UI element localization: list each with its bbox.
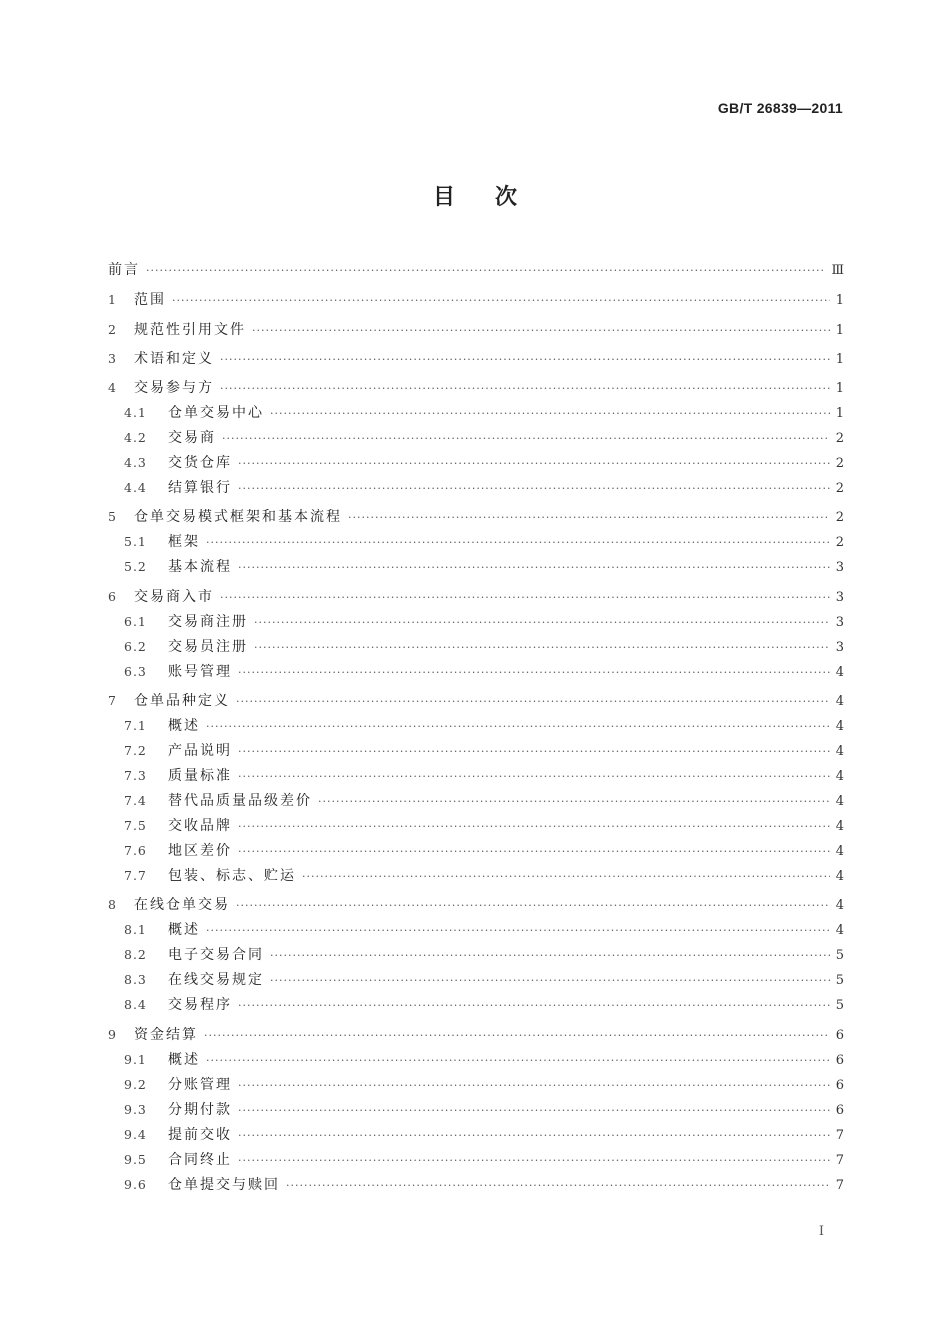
- toc-entry[interactable]: [108, 450, 844, 475]
- toc-section-number: 7.2: [124, 743, 147, 759]
- toc-entry[interactable]: [108, 529, 844, 554]
- toc-entry[interactable]: [108, 375, 844, 400]
- toc-entry[interactable]: [108, 917, 844, 942]
- toc-section-number: 9.4: [124, 1126, 147, 1142]
- toc-entry[interactable]: [108, 1022, 844, 1047]
- toc-entry[interactable]: [108, 1172, 844, 1197]
- toc-section-title: 范围: [134, 292, 166, 309]
- toc-page-number: 2: [835, 535, 844, 551]
- toc-entry[interactable]: [108, 813, 844, 838]
- toc-leader-dots: [206, 714, 830, 739]
- toc-section-title: 结算银行: [168, 480, 232, 497]
- toc-page-number: 4: [835, 794, 844, 810]
- toc-section-title: 替代品质量品级差价: [168, 793, 312, 810]
- toc-section-title: 交易商注册: [168, 613, 248, 630]
- toc-entry[interactable]: [108, 788, 844, 813]
- toc-section-number: 1: [108, 292, 117, 308]
- toc-page-number: 7: [835, 1177, 844, 1193]
- toc-leader-dots: [254, 610, 830, 635]
- toc-page-number: 6: [835, 1027, 844, 1043]
- toc-entry[interactable]: [108, 609, 844, 634]
- toc-section-number: 3: [108, 350, 117, 366]
- toc-page-number: 4: [835, 664, 844, 680]
- toc-entry[interactable]: [108, 688, 844, 713]
- toc-entry[interactable]: [108, 892, 844, 917]
- toc-page-number: 4: [835, 869, 844, 885]
- toc-section-number: 7.5: [124, 818, 147, 834]
- toc-section-title: 地区差价: [168, 843, 232, 860]
- toc-section-number: 6.3: [124, 663, 147, 679]
- toc-section-title: 仓单提交与赎回: [168, 1176, 280, 1193]
- toc-page-number: 5: [835, 973, 844, 989]
- toc-entry[interactable]: [108, 942, 844, 967]
- toc-section-number: 4.4: [124, 480, 147, 496]
- toc-page-number: 4: [835, 898, 844, 914]
- toc-leader-dots: [238, 1123, 830, 1148]
- toc-section-title: 交易员注册: [168, 638, 248, 655]
- toc-section-title: 概述: [168, 1051, 200, 1068]
- toc-page-number: 2: [835, 481, 844, 497]
- toc-section-number: 7.4: [124, 793, 147, 809]
- toc-section-title: 规范性引用文件: [134, 321, 246, 338]
- toc-section-title: 在线仓单交易: [134, 897, 230, 914]
- standard-code: GB/T 26839—2011: [717, 100, 843, 116]
- toc-entry[interactable]: [108, 554, 844, 579]
- toc-leader-dots: [302, 864, 830, 889]
- toc-entry[interactable]: [108, 504, 844, 529]
- toc-page-number: 2: [835, 510, 844, 526]
- toc-section-number: 4: [108, 380, 117, 396]
- toc-entry[interactable]: [108, 1047, 844, 1072]
- toc-section-number: 2: [108, 321, 117, 337]
- toc-section-number: 8: [108, 897, 117, 913]
- toc-page-number: 1: [835, 381, 844, 397]
- toc-section-number: 7.3: [124, 768, 147, 784]
- toc-page-number: 1: [835, 406, 844, 422]
- toc-section-title: 质量标准: [168, 768, 232, 785]
- toc-entry[interactable]: [108, 634, 844, 659]
- toc-section-title: 仓单交易模式框架和基本流程: [134, 509, 342, 526]
- toc-section-title: 提前交收: [168, 1126, 232, 1143]
- toc-section-number: 6: [108, 588, 117, 604]
- toc-page-number: 6: [835, 1077, 844, 1093]
- toc-page-number: 4: [835, 923, 844, 939]
- toc-page-number: 3: [835, 589, 844, 605]
- toc-leader-dots: [238, 451, 830, 476]
- toc-section-title: 合同终止: [168, 1151, 232, 1168]
- toc-page-number: 5: [835, 998, 844, 1014]
- toc-entry[interactable]: [108, 287, 844, 312]
- toc-page-number: 4: [835, 769, 844, 785]
- toc-page-number: 1: [835, 322, 844, 338]
- toc-section-number: 9.3: [124, 1101, 147, 1117]
- toc-section-title: 账号管理: [168, 663, 232, 680]
- toc-page-number: 2: [835, 431, 844, 447]
- toc-section-number: 9.6: [124, 1176, 147, 1192]
- toc-section-number: 7: [108, 693, 117, 709]
- toc-section-number: 9: [108, 1026, 117, 1042]
- toc-entry[interactable]: [108, 992, 844, 1017]
- toc-section-title: 产品说明: [168, 743, 232, 760]
- toc-leader-dots: [238, 739, 830, 764]
- toc-section-number: 5.1: [124, 534, 147, 550]
- toc-leader-dots: [286, 1173, 830, 1198]
- toc-section-title: 前言: [108, 262, 140, 278]
- toc-page-number: 5: [835, 948, 844, 964]
- toc-entry[interactable]: [108, 317, 844, 342]
- toc-section-number: 7.1: [124, 718, 147, 734]
- toc-entry[interactable]: [108, 738, 844, 763]
- toc-section-number: 9.2: [124, 1076, 147, 1092]
- toc-leader-dots: [146, 258, 825, 283]
- table-of-contents: [108, 258, 844, 1197]
- toc-entry[interactable]: [108, 346, 844, 371]
- toc-section-title: 仓单交易中心: [168, 405, 264, 422]
- toc-leader-dots: [270, 943, 830, 968]
- toc-leader-dots: [238, 660, 830, 685]
- toc-section-number: 7.7: [124, 868, 147, 884]
- toc-section-number: 5: [108, 509, 117, 525]
- toc-section-title: 交易程序: [168, 997, 232, 1014]
- toc-section-title: 交易商入市: [134, 588, 214, 605]
- toc-leader-dots: [206, 1048, 830, 1073]
- toc-section-title: 分期付款: [168, 1101, 232, 1118]
- toc-section-number: 4.1: [124, 405, 147, 421]
- toc-leader-dots: [348, 505, 830, 530]
- toc-leader-dots: [252, 318, 830, 343]
- toc-page-number: 1: [835, 293, 844, 309]
- toc-section-number: 6.1: [124, 613, 147, 629]
- toc-entry[interactable]: [108, 258, 844, 283]
- toc-leader-dots: [236, 893, 830, 918]
- toc-page-number: 7: [835, 1152, 844, 1168]
- toc-leader-dots: [254, 635, 830, 660]
- toc-page-number: 4: [835, 719, 844, 735]
- toc-section-title: 包装、标志、贮运: [168, 868, 296, 885]
- toc-section-title: 交易商: [168, 430, 216, 447]
- toc-section-title: 交货仓库: [168, 455, 232, 472]
- toc-section-number: 9.5: [124, 1151, 147, 1167]
- toc-page-number: 1: [835, 351, 844, 367]
- toc-leader-dots: [238, 1073, 830, 1098]
- toc-entry[interactable]: [108, 838, 844, 863]
- toc-page-number: 2: [835, 456, 844, 472]
- toc-leader-dots: [270, 968, 830, 993]
- toc-leader-dots: [236, 689, 830, 714]
- toc-section-title: 概述: [168, 922, 200, 939]
- toc-section-title: 交易参与方: [134, 380, 214, 397]
- toc-leader-dots: [222, 426, 830, 451]
- toc-leader-dots: [204, 1023, 830, 1048]
- toc-entry[interactable]: [108, 400, 844, 425]
- page-title: 目次: [432, 185, 557, 210]
- toc-leader-dots: [220, 347, 830, 372]
- page-number: Ⅰ: [818, 1224, 824, 1239]
- toc-leader-dots: [318, 789, 830, 814]
- toc-section-number: 8.2: [124, 947, 147, 963]
- toc-entry[interactable]: [108, 1122, 844, 1147]
- toc-section-title: 交收品牌: [168, 818, 232, 835]
- toc-page-number: 3: [835, 639, 844, 655]
- toc-leader-dots: [238, 555, 830, 580]
- toc-entry[interactable]: [108, 763, 844, 788]
- toc-section-number: 4.3: [124, 455, 147, 471]
- toc-entry[interactable]: [108, 659, 844, 684]
- toc-leader-dots: [206, 530, 830, 555]
- toc-page-number: 4: [835, 844, 844, 860]
- toc-section-title: 术语和定义: [134, 350, 214, 367]
- toc-entry[interactable]: [108, 967, 844, 992]
- toc-leader-dots: [238, 764, 830, 789]
- toc-section-title: 电子交易合同: [168, 947, 264, 964]
- toc-page-number: 3: [835, 614, 844, 630]
- toc-leader-dots: [238, 993, 830, 1018]
- toc-page-number: 4: [835, 819, 844, 835]
- toc-page-number: 6: [835, 1052, 844, 1068]
- toc-section-number: 9.1: [124, 1051, 147, 1067]
- toc-section-number: 6.2: [124, 638, 147, 654]
- toc-section-number: 8.4: [124, 997, 147, 1013]
- toc-leader-dots: [238, 814, 830, 839]
- toc-leader-dots: [238, 1148, 830, 1173]
- toc-entry[interactable]: [108, 713, 844, 738]
- toc-entry[interactable]: [108, 1097, 844, 1122]
- toc-section-title: 分账管理: [168, 1076, 232, 1093]
- toc-page-number: 4: [835, 744, 844, 760]
- toc-leader-dots: [270, 401, 830, 426]
- toc-entry[interactable]: [108, 1147, 844, 1172]
- toc-section-title: 仓单品种定义: [134, 693, 230, 710]
- toc-leader-dots: [220, 376, 830, 401]
- toc-section-title: 概述: [168, 718, 200, 735]
- toc-entry[interactable]: [108, 425, 844, 450]
- toc-section-number: 8.1: [124, 922, 147, 938]
- toc-section-number: 5.2: [124, 559, 147, 575]
- toc-entry[interactable]: [108, 584, 844, 609]
- toc-leader-dots: [172, 288, 830, 313]
- toc-section-title: 基本流程: [168, 559, 232, 576]
- toc-page-number: 7: [835, 1127, 844, 1143]
- toc-entry[interactable]: [108, 1072, 844, 1097]
- toc-entry[interactable]: [108, 863, 844, 888]
- toc-section-title: 在线交易规定: [168, 972, 264, 989]
- toc-section-number: 4.2: [124, 430, 147, 446]
- toc-leader-dots: [238, 476, 830, 501]
- toc-page-number: 3: [835, 560, 844, 576]
- toc-page-number: Ⅲ: [831, 263, 844, 278]
- toc-section-number: 7.6: [124, 843, 147, 859]
- toc-section-title: 资金结算: [134, 1026, 198, 1043]
- toc-entry[interactable]: [108, 475, 844, 500]
- toc-leader-dots: [238, 839, 830, 864]
- toc-page-number: 4: [835, 694, 844, 710]
- toc-section-title: 框架: [168, 534, 200, 551]
- toc-leader-dots: [206, 918, 830, 943]
- toc-page-number: 6: [835, 1102, 844, 1118]
- toc-leader-dots: [238, 1098, 830, 1123]
- toc-leader-dots: [220, 585, 830, 610]
- toc-section-number: 8.3: [124, 972, 147, 988]
